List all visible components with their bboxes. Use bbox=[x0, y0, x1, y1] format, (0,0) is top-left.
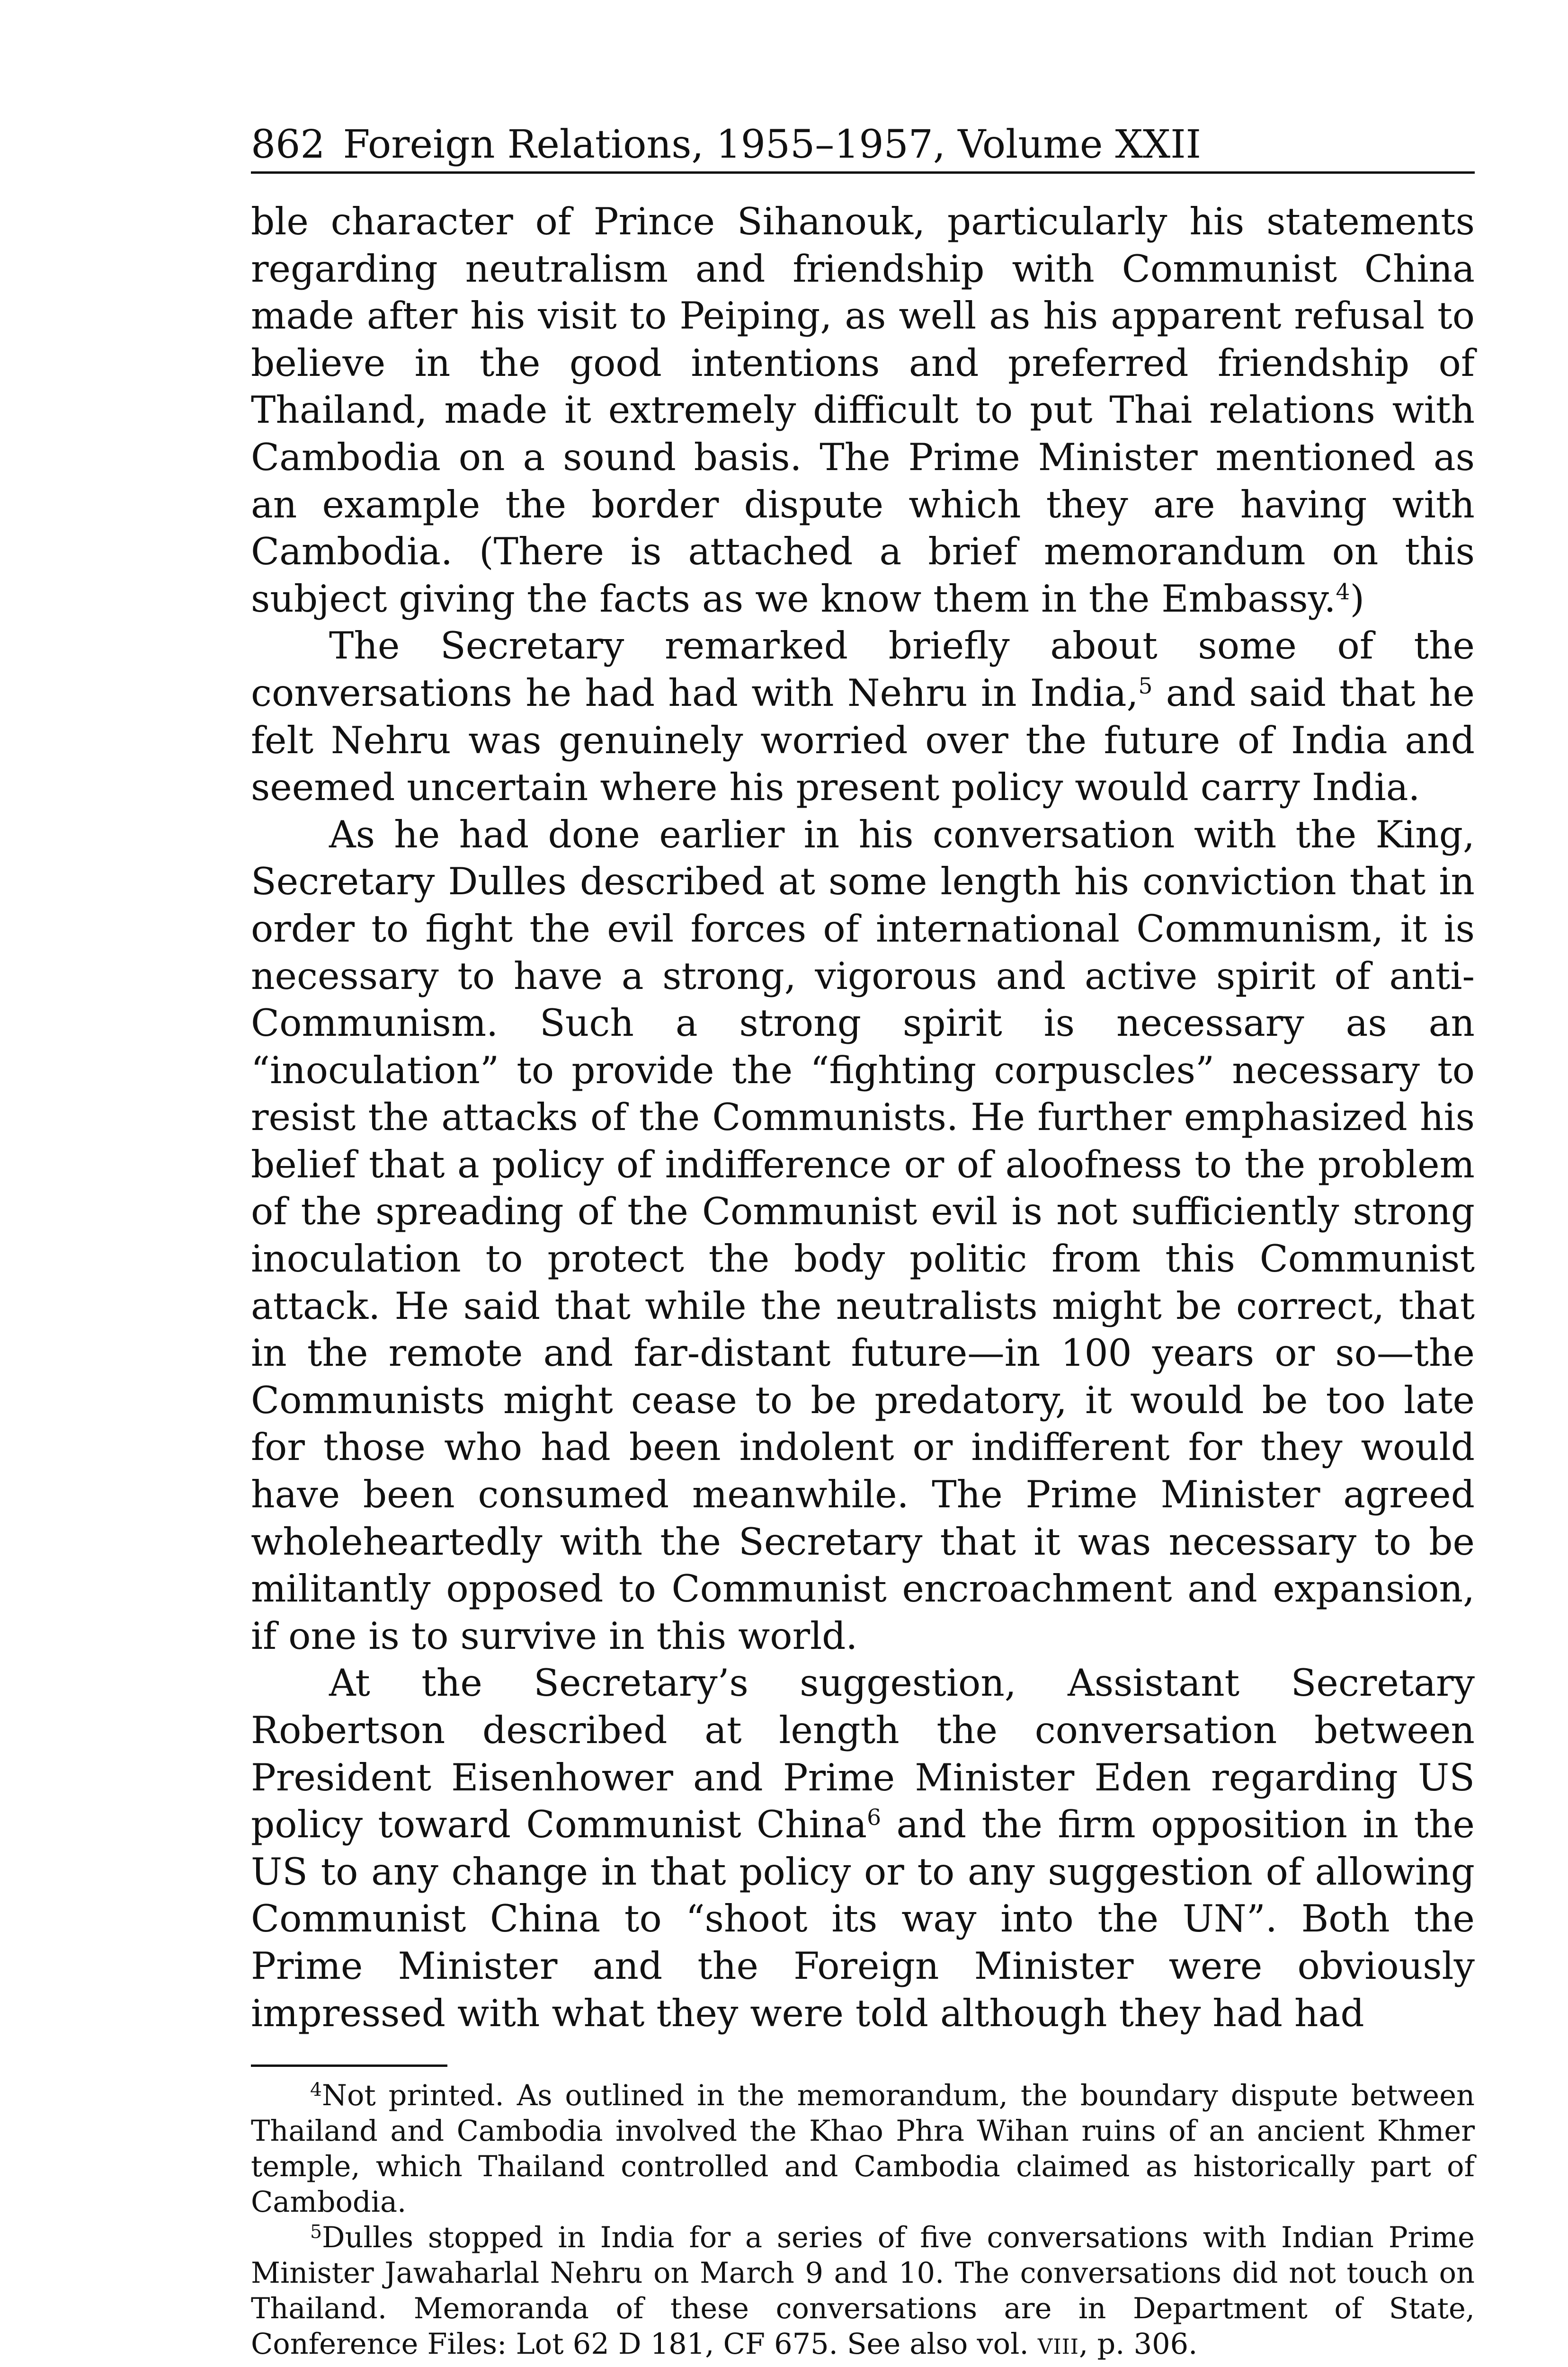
paragraph-3: As he had done earlier in his conversation with the King, Secretary Dulles described at some length his conviction that in order to fight the evil forces of international Communism, it is necessary to have a strong, vigorous and active spirit of anti-Communism. Such a strong spirit is necessary as an “inoculation” to provide the “fighting corpuscles” necessary to resist the attacks of the Communists. He further emphasized his belief that a policy of indifference or of aloofness to the problem of the spreading of the Communist evil is not sufficiently strong inoculation to protect the body politic from this Communist attack. He said that while the neutralists might be correct, that in the remote and far-distant future—in 100 years or so—the Communists might cease to be predatory, it would be too late for those who had been indolent or indifferent for they would have been consumed meanwhile. The Prime Minister agreed wholeheartedly with the Secretary that it was necessary to be militantly opposed to Communist encroachment and expansion, if one is to survive in this world. bbox=[251, 812, 1475, 1658]
paragraph-2 bbox=[251, 623, 1475, 811]
page-number: 862 bbox=[251, 122, 325, 167]
paragraph-1-close: ) bbox=[1350, 577, 1365, 621]
paragraph-1 bbox=[251, 198, 1475, 623]
footnote-5-text-b: , p. 306. bbox=[1078, 2328, 1198, 2361]
footnote-5 bbox=[251, 2220, 1475, 2365]
footnote-4-text: Not printed. As outlined in the memorandum, the boundary dispute between Thailand and Cambodia involved the Khao Phra Wihan ruins of an ancient Khmer temple, which Thailand controlled and Cambodia claimed as historically part of Cambodia. bbox=[251, 2079, 1475, 2219]
document-page bbox=[251, 118, 1475, 2367]
footnote-marker-5: 5 bbox=[310, 2221, 322, 2243]
body-text bbox=[251, 198, 1475, 2037]
paragraph-4 bbox=[251, 1660, 1475, 2037]
paragraph-4-text-a: At the Secretary’s suggestion, Assistant Secretary Robertson described at length the conversation between President Eisenhower and Prime Minister Eden regarding US policy toward Communist China bbox=[251, 1661, 1475, 1847]
footnotes bbox=[251, 2078, 1475, 2367]
footnote-ref-5[interactable]: 5 bbox=[1138, 673, 1153, 700]
paragraph-1-text: ble character of Prince Sihanouk, particularly his statements regarding neutralism and friendship with Communist China made after his visit to Peiping, as well as his apparent refusal to believe in the good intentions and preferred friendship of Thailand, made it extremely difficult to put Thai relations with Cambodia on a sound basis. The Prime Minister mentioned as an example the border dispute which they are having with Cambodia. (There is attached a brief memorandum on this subject giving the facts as we know them in the Embassy. bbox=[251, 200, 1475, 621]
footnote-ref-4[interactable]: 4 bbox=[1336, 578, 1350, 605]
footnote-ref-6[interactable]: 6 bbox=[867, 1805, 882, 1831]
footnote-divider bbox=[251, 2064, 447, 2067]
paragraph-2-text-b: and said that he felt Nehru was genuinely worried over the future of India and seemed uncertain where his present policy would carry India. bbox=[251, 671, 1475, 810]
footnote-5-volume: VIII bbox=[1037, 2335, 1079, 2359]
paragraph-4-text-b: and the firm opposition in the US to any change in that policy or to any suggestion of allowing Communist China to “shoot its way into the UN”. Both the Prime Minister and the Foreign Minister were obviously impressed with what they were told although they had had bbox=[251, 1803, 1475, 2035]
running-title: Foreign Relations, 1955–1957, Volume XXII bbox=[343, 122, 1202, 167]
paragraph-2-text-a: The Secretary remarked briefly about some of the conversations he had had with Nehru in India, bbox=[251, 624, 1475, 715]
footnote-6 bbox=[251, 2365, 1475, 2367]
running-header bbox=[251, 118, 1475, 174]
footnote-5-text-a: Dulles stopped in India for a series of five conversations with Indian Prime Minister Jawaharlal Nehru on March 9 and 10. The conversations did not touch on Thailand. Memoranda of these conversations are in Department of State, Conference Files: Lot 62 D 181, CF 675. See also vol. bbox=[251, 2221, 1475, 2361]
footnote-marker-4: 4 bbox=[310, 2079, 322, 2101]
footnote-4 bbox=[251, 2078, 1475, 2220]
